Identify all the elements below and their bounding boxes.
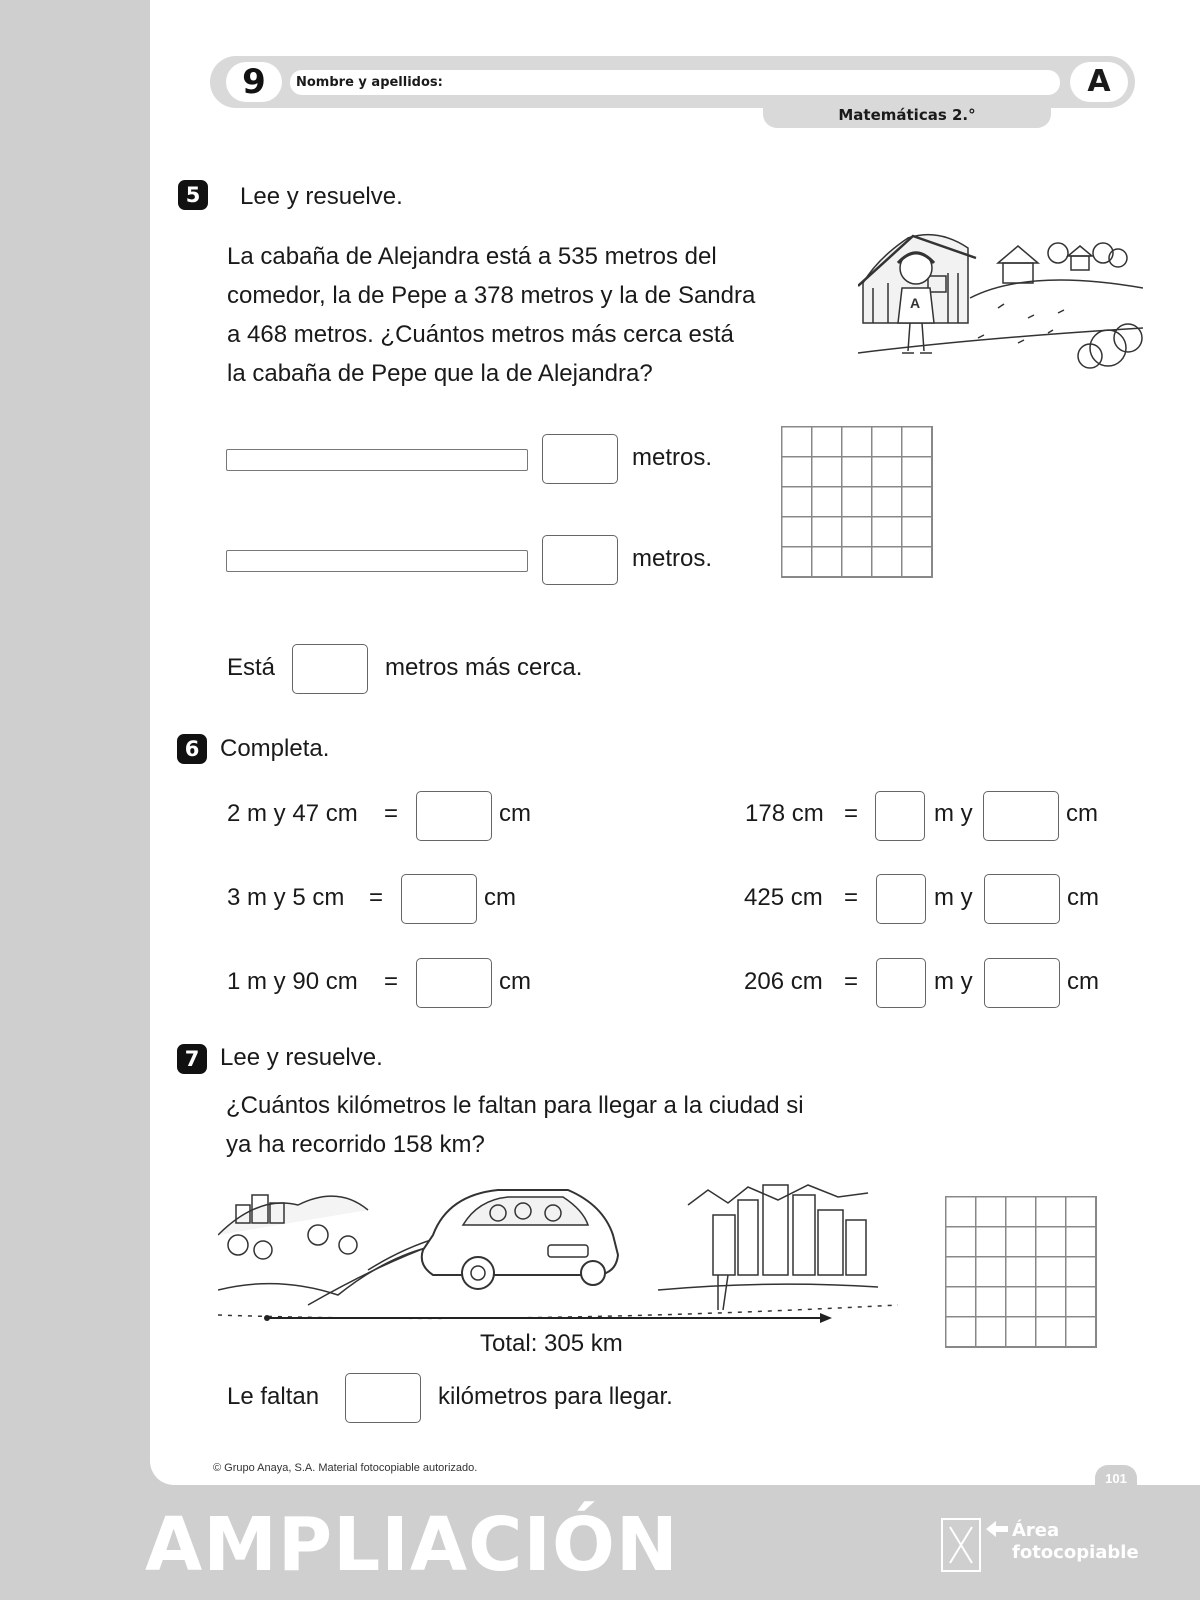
answer-box-km[interactable] <box>345 1373 421 1423</box>
answer-suffix: kilómetros para llegar. <box>438 1383 673 1410</box>
svg-text:A: A <box>910 295 921 311</box>
exercise-5-instruction: Lee y resuelve. <box>240 183 403 210</box>
operation-field-1[interactable] <box>226 449 528 471</box>
subject-label: Matemáticas 2.° <box>763 100 1051 128</box>
exercise-7-instruction: Lee y resuelve. <box>220 1044 383 1071</box>
exercise-7-question <box>226 1086 804 1164</box>
road-trip-illustration <box>218 1175 898 1325</box>
problem-line: la cabaña de Pepe que la de Alejandra? <box>227 360 653 387</box>
equals-sign: = <box>369 884 384 911</box>
answer-box-difference[interactable] <box>292 644 368 694</box>
unit-label: cm <box>499 800 531 827</box>
answer-box-cm[interactable] <box>416 791 492 841</box>
conversion-expression: 206 cm <box>744 968 823 995</box>
photocopy-icon <box>940 1517 1010 1573</box>
equals-sign: = <box>844 800 859 827</box>
unit-label-m: m y <box>934 800 973 827</box>
unit-number: 9 <box>226 62 282 102</box>
answer-box-meters-1[interactable] <box>542 434 618 484</box>
equals-sign: = <box>844 884 859 911</box>
answer-box-m[interactable] <box>875 791 925 841</box>
exercise-5-problem <box>227 237 755 393</box>
page-number: 101 <box>1095 1465 1137 1491</box>
conversion-expression: 425 cm <box>744 884 823 911</box>
section-banner: AMPLIACIÓN <box>145 1502 679 1588</box>
photocopy-label <box>1012 1520 1139 1564</box>
equals-sign: = <box>384 800 399 827</box>
exercise-6-number: 6 <box>177 734 207 764</box>
exercise-5-number: 5 <box>178 180 208 210</box>
conversion-expression: 3 m y 5 cm <box>227 884 345 911</box>
unit-label: cm <box>1067 884 1099 911</box>
answer-box-cm[interactable] <box>983 791 1059 841</box>
answer-box-cm[interactable] <box>416 958 492 1008</box>
question-line: ya ha recorrido 158 km? <box>226 1131 485 1158</box>
answer-prefix: Está <box>227 654 276 681</box>
equals-sign: = <box>844 968 859 995</box>
unit-label: metros. <box>632 545 713 572</box>
operation-field-2[interactable] <box>226 550 528 572</box>
answer-box-cm[interactable] <box>984 874 1060 924</box>
equals-sign: = <box>384 968 399 995</box>
answer-box-m[interactable] <box>876 958 926 1008</box>
calculation-grid[interactable] <box>781 426 933 578</box>
unit-label: cm <box>1067 968 1099 995</box>
level-badge: A <box>1070 62 1128 102</box>
calculation-grid[interactable] <box>945 1196 1097 1348</box>
name-field[interactable]: Nombre y apellidos: <box>290 70 1060 95</box>
problem-line: La cabaña de Alejandra está a 535 metros del <box>227 243 717 270</box>
cabin-illustration <box>858 228 1143 388</box>
unit-label: cm <box>484 884 516 911</box>
exercise-7-number: 7 <box>177 1044 207 1074</box>
unit-label-m: m y <box>934 968 973 995</box>
unit-label: metros. <box>632 444 713 471</box>
copyright-note: © Grupo Anaya, S.A. Material fotocopiable autorizado. <box>213 1462 478 1474</box>
unit-label: cm <box>1066 800 1098 827</box>
answer-box-cm[interactable] <box>401 874 477 924</box>
exercise-6-instruction: Completa. <box>220 735 330 762</box>
photocopy-label-line: Área <box>1012 1520 1060 1541</box>
problem-line: comedor, la de Pepe a 378 metros y la de Sandra <box>227 282 756 309</box>
problem-line: a 468 metros. ¿Cuántos metros más cerca está <box>227 321 734 348</box>
answer-box-cm[interactable] <box>984 958 1060 1008</box>
photocopy-label-line: fotocopiable <box>1012 1542 1139 1563</box>
answer-box-m[interactable] <box>876 874 926 924</box>
distance-arrow <box>262 1312 837 1324</box>
answer-box-meters-2[interactable] <box>542 535 618 585</box>
conversion-expression: 178 cm <box>745 800 824 827</box>
question-line: ¿Cuántos kilómetros le faltan para llegar a la ciudad si <box>226 1092 804 1119</box>
conversion-expression: 2 m y 47 cm <box>227 800 358 827</box>
unit-label: cm <box>499 968 531 995</box>
conversion-expression: 1 m y 90 cm <box>227 968 358 995</box>
total-distance-label: Total: 305 km <box>480 1330 623 1357</box>
answer-suffix: metros más cerca. <box>385 654 583 681</box>
answer-prefix: Le faltan <box>227 1383 320 1410</box>
unit-label-m: m y <box>934 884 973 911</box>
